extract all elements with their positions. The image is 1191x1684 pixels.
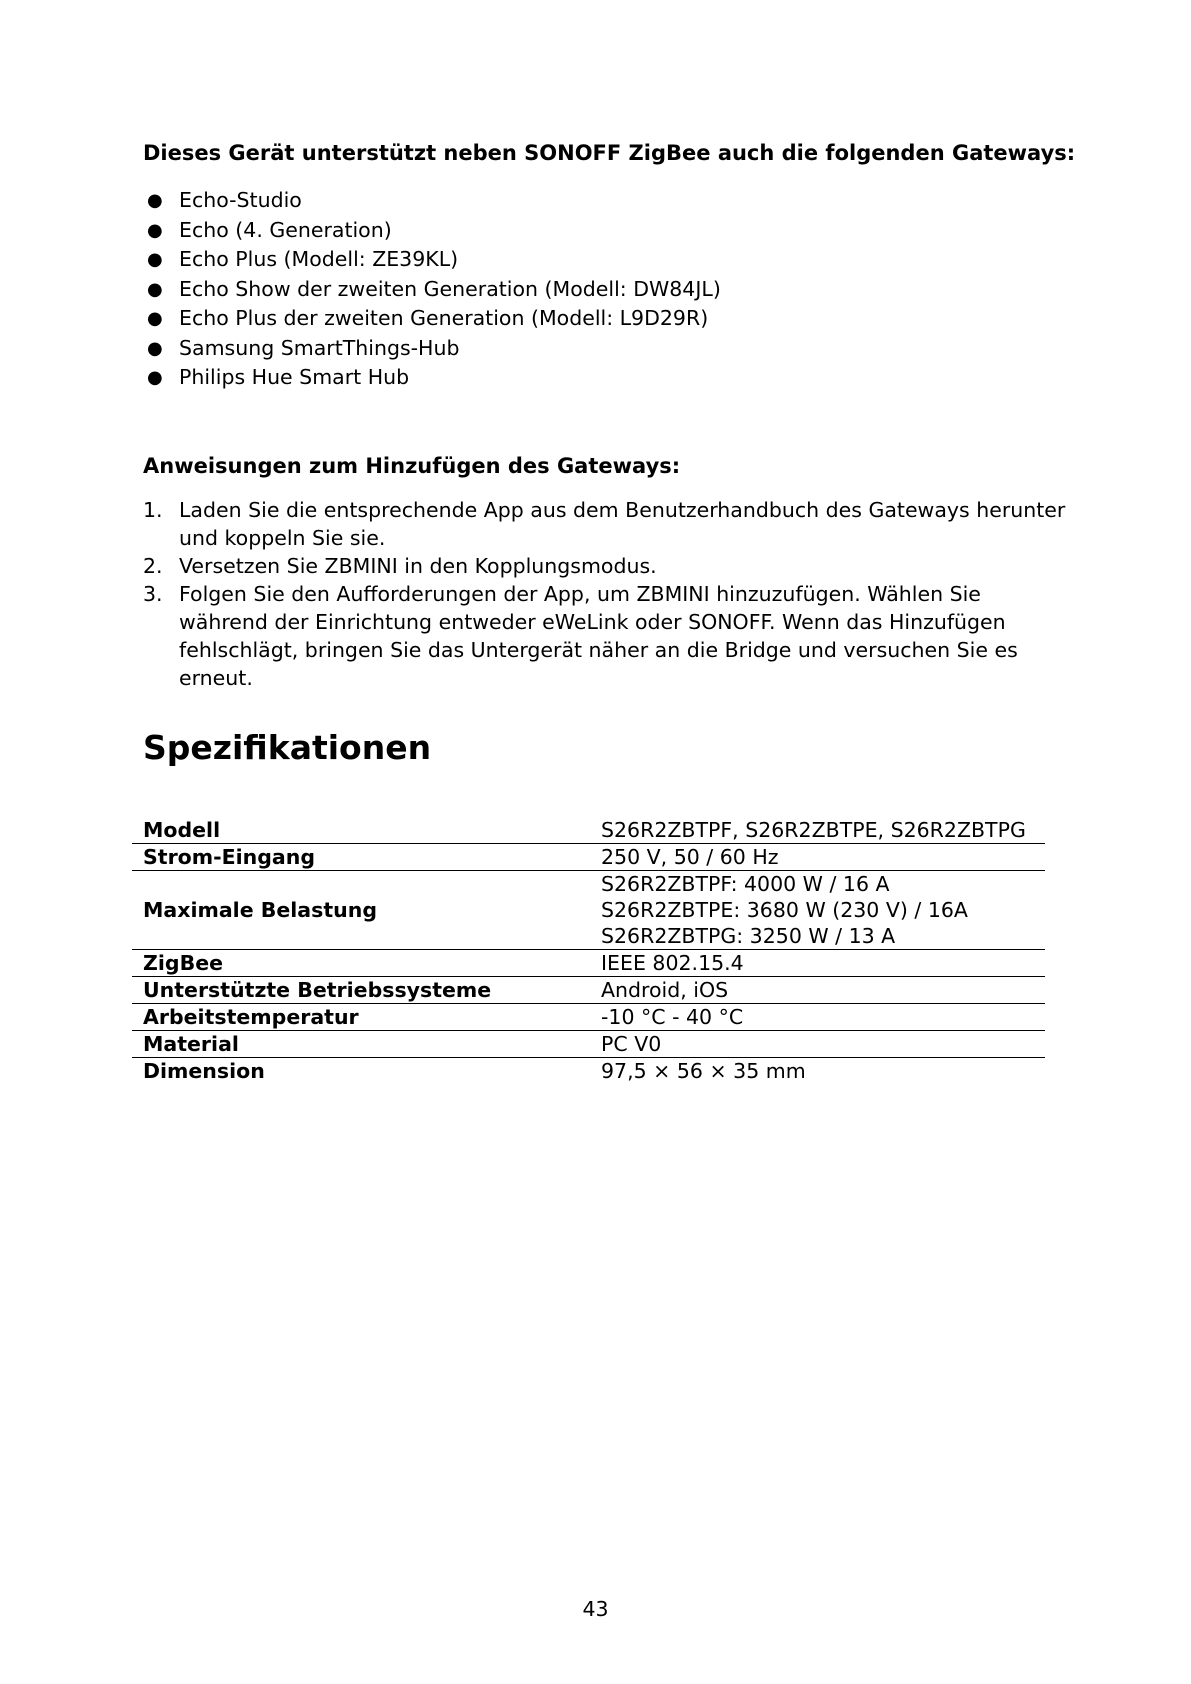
list-item: ● Echo Show der zweiten Generation (Modell: DW84JL)	[143, 275, 721, 305]
table-row	[132, 871, 1045, 950]
spec-value: S26R2ZBTPF: 4000 W / 16 A S26R2ZBTPE: 3680 W (230 V) / 16A S26R2ZBTPG: 3250 W / 13 A	[601, 872, 968, 948]
instruction-step: 2. Versetzen Sie ZBMINI in den Kopplungsmodus.	[143, 554, 657, 578]
page-number: 43	[582, 1597, 609, 1621]
spec-label: Strom-Eingang	[143, 845, 316, 869]
table-row	[132, 1004, 1045, 1031]
bullet-icon: ●	[147, 308, 163, 329]
spec-label: Dimension	[143, 1059, 265, 1083]
spec-value: -10 °C - 40 °C	[601, 1005, 744, 1029]
specifications-table	[132, 817, 1045, 1084]
instruction-step: 3. Folgen Sie den Aufforderungen der App, um ZBMINI hinzuzufügen. Wählen Sie während der Einrichtung entweder eWeLink oder SONOFF. Wenn das Hinzufügen fehlschlägt, bringen Sie das Untergerät näher an die Bridge und versuchen Sie es erneut.	[143, 582, 1018, 690]
spec-value: Android, iOS	[601, 978, 729, 1002]
list-item: ● Echo-Studio	[143, 186, 721, 216]
table-row	[132, 1058, 1045, 1085]
spec-label: Material	[143, 1032, 239, 1056]
table-row	[132, 950, 1045, 977]
table-row	[132, 844, 1045, 871]
bullet-icon: ●	[147, 249, 163, 270]
list-item: ● Echo Plus der zweiten Generation (Modell: L9D29R)	[143, 304, 721, 334]
spec-value: S26R2ZBTPF, S26R2ZBTPE, S26R2ZBTPG	[601, 818, 1026, 842]
list-item: ● Echo Plus (Modell: ZE39KL)	[143, 245, 721, 275]
bullet-icon: ●	[147, 219, 163, 241]
spec-label: Modell	[143, 818, 221, 842]
instructions-list	[143, 496, 1073, 692]
bullet-icon: ●	[147, 278, 163, 300]
spec-label: Maximale Belastung	[143, 898, 377, 922]
spec-value: 97,5 × 56 × 35 mm	[601, 1059, 806, 1083]
table-row	[132, 977, 1045, 1004]
spec-label: ZigBee	[143, 951, 223, 975]
list-item: ● Echo (4. Generation)	[143, 216, 721, 246]
bullet-icon: ●	[147, 367, 163, 388]
specifications-title: Spezifikationen	[143, 728, 432, 767]
table-row	[132, 817, 1045, 844]
bullet-icon: ●	[147, 337, 163, 359]
instruction-step: 1. Laden Sie die entsprechende App aus dem Benutzerhandbuch des Gateways herunter und koppeln Sie sie.	[143, 498, 1066, 550]
spec-value: IEEE 802.15.4	[601, 951, 744, 975]
gateways-heading: Dieses Gerät unterstützt neben SONOFF ZigBee auch die folgenden Gateways:	[143, 141, 1076, 165]
spec-value: 250 V, 50 / 60 Hz	[601, 845, 779, 869]
gateway-list	[143, 186, 721, 393]
bullet-icon: ●	[147, 190, 163, 211]
spec-value: PC V0	[601, 1032, 662, 1056]
spec-label: Unterstützte Betriebssysteme	[143, 978, 492, 1002]
table-row	[132, 1031, 1045, 1058]
list-item: ● Philips Hue Smart Hub	[143, 363, 721, 393]
spec-label: Arbeitstemperatur	[143, 1005, 359, 1029]
instructions-heading: Anweisungen zum Hinzufügen des Gateways:	[143, 454, 681, 478]
list-item: ● Samsung SmartThings-Hub	[143, 334, 721, 364]
